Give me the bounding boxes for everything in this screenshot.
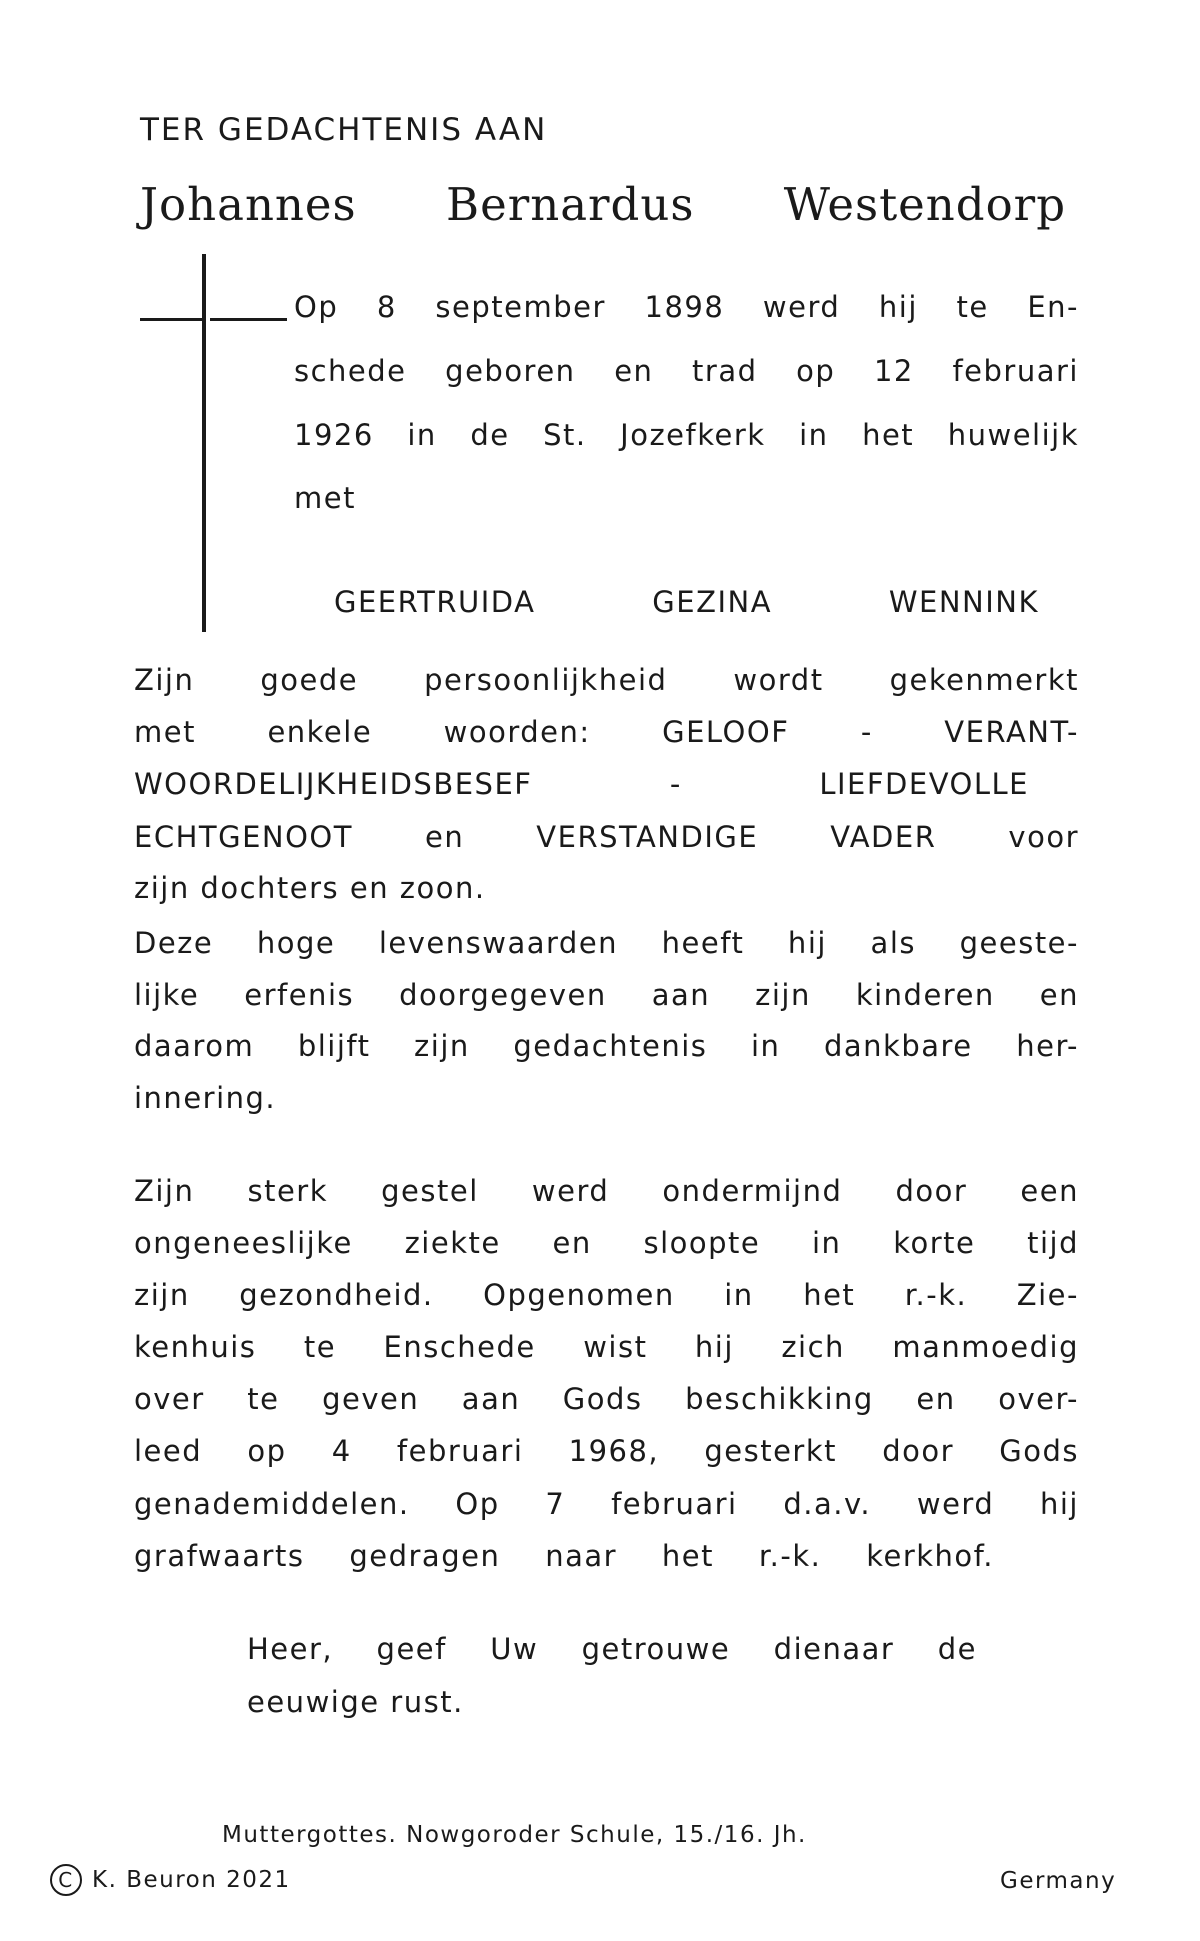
publisher-credit xyxy=(50,1864,291,1896)
copyright-icon: C xyxy=(50,1864,82,1896)
prayer-line: Heer, geef Uw getrouwe dienaar de xyxy=(247,1632,977,1666)
cross-arm-left xyxy=(140,318,204,321)
para2-line: ECHTGENOOT en VERSTANDIGE VADER voor xyxy=(134,820,1079,854)
para4-line: grafwaarts gedragen naar het r.-k. kerkhof. xyxy=(134,1539,994,1573)
para4-line: ongeneeslijke ziekte en sloopte in korte tijd xyxy=(134,1226,1079,1260)
para3-line: lijke erfenis doorgegeven aan zijn kinderen en xyxy=(134,978,1079,1012)
para4-line: kenhuis te Enschede wist hij zich manmoedig xyxy=(134,1330,1079,1364)
cross-arm-right xyxy=(210,318,287,321)
para3-line: daarom blijft zijn gedachtenis in dankbare her- xyxy=(134,1029,1079,1063)
para4-line: Zijn sterk gestel werd ondermijnd door een xyxy=(134,1174,1079,1208)
country: Germany xyxy=(1000,1868,1117,1894)
para2-line: WOORDELIJKHEIDSBESEF - LIEFDEVOLLE xyxy=(134,767,1029,801)
para1-line: 1926 in de St. Jozefkerk in het huwelijk xyxy=(294,418,1079,452)
cross-icon xyxy=(202,254,206,632)
image-caption: Muttergottes. Nowgoroder Schule, 15./16. Jh. xyxy=(222,1822,807,1848)
para4-line: over te geven aan Gods beschikking en over- xyxy=(134,1382,1079,1416)
para2-line: zijn dochters en zoon. xyxy=(134,871,486,905)
para4-line: genademiddelen. Op 7 februari d.a.v. werd hij xyxy=(134,1487,1079,1521)
para3-line: innering. xyxy=(134,1081,277,1115)
para3-line: Deze hoge levenswaarden heeft hij als geeste- xyxy=(134,926,1079,960)
deceased-name: Johannes Bernardus Westendorp xyxy=(140,178,1066,231)
para4-line: leed op 4 februari 1968, gesterkt door Gods xyxy=(134,1434,1079,1468)
para2-line: Zijn goede persoonlijkheid wordt gekenmerkt xyxy=(134,663,1079,697)
para1-line: Op 8 september 1898 werd hij te En- xyxy=(294,290,1079,324)
spouse-name: GEERTRUIDA GEZINA WENNINK xyxy=(334,585,1039,619)
prayer-line: eeuwige rust. xyxy=(247,1685,464,1719)
heading: TER GEDACHTENIS AAN xyxy=(140,112,548,148)
publisher: K. Beuron 2021 xyxy=(92,1867,291,1893)
para4-line: zijn gezondheid. Opgenomen in het r.-k. Zie- xyxy=(134,1278,1079,1312)
para1-line: met xyxy=(294,481,356,515)
para1-line: schede geboren en trad op 12 februari xyxy=(294,354,1079,388)
para2-line: met enkele woorden: GELOOF - VERANT- xyxy=(134,715,1079,749)
